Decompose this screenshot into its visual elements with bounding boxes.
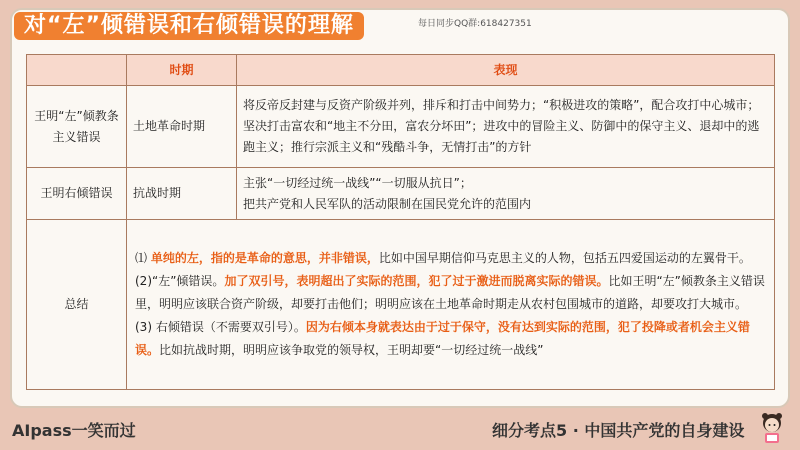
summary-point-3 [135, 316, 766, 362]
mascot-girl-icon [757, 412, 787, 444]
row-desc: 将反帝反封建与反资产阶级并列，排斥和打击中间势力；“积极进攻的策略”，配合攻打中心城市；坚决打击富农和“地主不分田，富农分坏田”；进攻中的冒险主义、防御中的保守主义、退却中的逃跑主义；推行宗派主义和“残酷斗争，无情打击”的方针 [237, 86, 775, 168]
row-period: 抗战时期 [127, 168, 237, 220]
point-highlight: 因为右倾本身就表达由于过于保守，没有达到实际的范围，犯了投降或者机会主义错误。 [135, 320, 750, 357]
summary-point-1 [135, 247, 766, 270]
point-prefix: (2)“左”倾错误。 [135, 274, 225, 288]
table-row [27, 86, 775, 168]
table-row [27, 168, 775, 220]
summary-label: 总结 [27, 220, 127, 390]
point-text: 比如中国早期信仰马克思主义的人物，包括五四爱国运动的左翼骨干。 [378, 251, 751, 265]
point-text: 比如王明“左”倾教条主义错误里，明明应该联合资产阶级，却要打击他们；明明应该在土地革命时期走从农村包围城市的道路，却要攻打大城市。 [135, 274, 765, 311]
summary-row [27, 220, 775, 390]
footer-topic: 细分考点5 · 中国共产党的自身建设 [492, 421, 745, 440]
comparison-table [26, 54, 775, 390]
row-name: 王明右倾错误 [27, 168, 127, 220]
footer-brand: AIpass一笑而过 [12, 421, 136, 440]
point-prefix: (3) 右倾错误（不需要双引号）。 [135, 320, 306, 334]
header-cell-blank [27, 55, 127, 86]
row-period: 土地革命时期 [127, 86, 237, 168]
table-header-row [27, 55, 775, 86]
header-cell-manifestation: 表现 [237, 55, 775, 86]
page-title: 对“左”倾错误和右倾错误的理解 [14, 12, 364, 40]
watermark-text: 每日同步QQ群:618427351 [418, 19, 532, 29]
point-text: 比如抗战时期，明明应该争取党的领导权，王明却要“一切经过统一战线” [159, 343, 544, 357]
row-desc-line: 主张“一切经过统一战线”“一切服从抗日”； [243, 175, 472, 190]
point-highlight: 加了双引号，表明超出了实际的范围，犯了过于激进而脱离实际的错误。 [224, 274, 609, 288]
row-name: 王明“左”倾教条主义错误 [27, 86, 127, 168]
point-highlight: 单纯的左，指的是革命的意思，并非错误， [150, 251, 379, 265]
point-prefix: ⑴ [135, 251, 151, 265]
row-desc-line: 把共产党和人民军队的活动限制在国民党允许的范围内 [243, 196, 532, 211]
summary-point-2 [135, 270, 766, 316]
summary-content [127, 220, 775, 390]
row-desc [237, 168, 775, 220]
header-cell-period: 时期 [127, 55, 237, 86]
